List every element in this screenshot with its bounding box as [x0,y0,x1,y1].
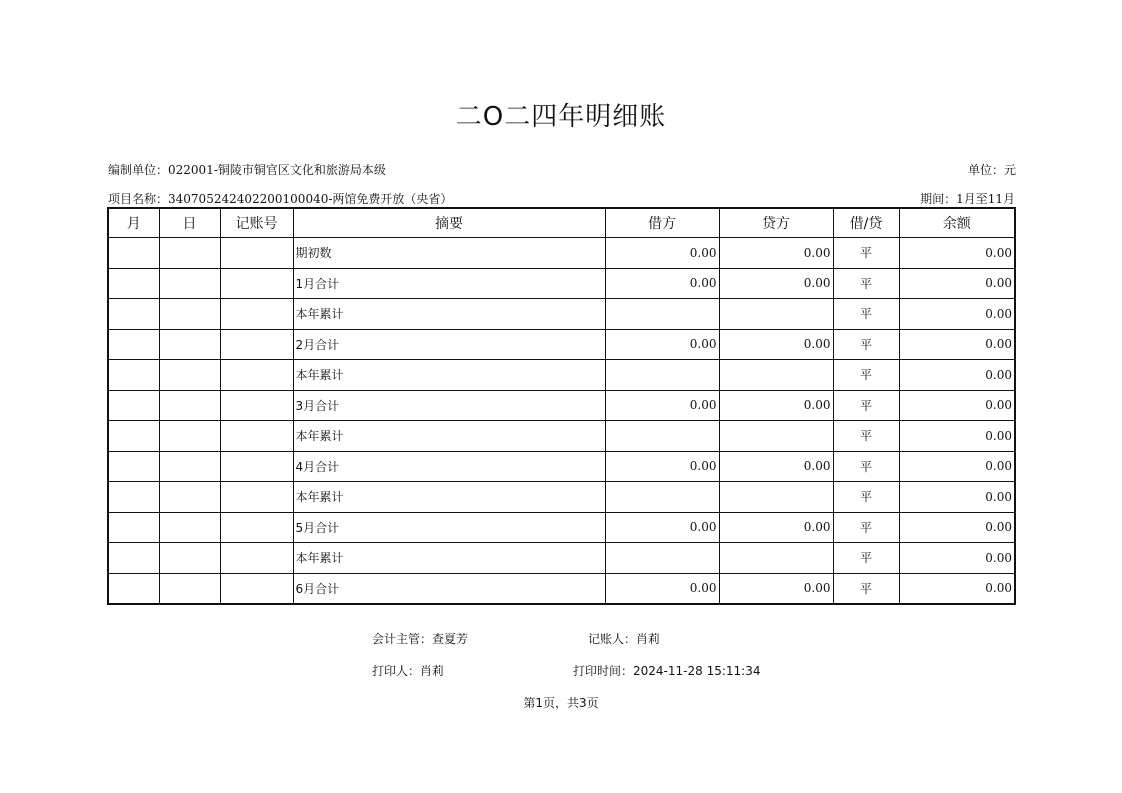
table-row [108,451,1015,482]
cell-summary: 本年累计 [293,299,605,330]
cell-summary: 本年累计 [293,482,605,513]
cell-credit: 0.00 [719,390,833,421]
compiling-unit-label: 编制单位： [108,163,169,177]
cell-debit: 0.00 [605,573,719,604]
cell-day [159,360,220,391]
ledger-table [107,207,1016,605]
currency-unit-value: 元 [1003,163,1016,177]
cell-day [159,573,220,604]
cell-debit [605,482,719,513]
cell-voucher [220,451,293,482]
cell-day [159,421,220,452]
cell-credit: 0.00 [719,573,833,604]
cell-balance: 0.00 [899,421,1015,452]
cell-credit: 0.00 [719,238,833,269]
cell-credit [719,421,833,452]
cell-month [108,512,159,543]
table-row [108,329,1015,360]
printer-value: 肖莉 [420,664,445,678]
cell-direction: 平 [833,451,899,482]
column-header-day: 日 [159,208,220,238]
cell-balance: 0.00 [899,543,1015,574]
print-time-label: 打印时间： [573,664,634,678]
column-header-month: 月 [108,208,159,238]
cell-balance: 0.00 [899,512,1015,543]
cell-balance: 0.00 [899,299,1015,330]
cell-credit [719,543,833,574]
cell-direction: 平 [833,268,899,299]
table-row [108,238,1015,269]
cell-balance: 0.00 [899,573,1015,604]
supervisor-label: 会计主管： [372,632,433,646]
currency-unit [968,161,1016,178]
cell-credit [719,482,833,513]
table-row [108,573,1015,604]
cell-summary: 3月合计 [293,390,605,421]
period-value: 1月至11月 [956,192,1015,206]
column-header-credit: 贷方 [719,208,833,238]
cell-day [159,390,220,421]
period-label: 期间： [920,192,957,206]
cell-debit [605,543,719,574]
cell-debit: 0.00 [605,390,719,421]
cell-summary: 期初数 [293,238,605,269]
cell-voucher [220,512,293,543]
cell-voucher [220,421,293,452]
cell-balance: 0.00 [899,451,1015,482]
column-header-direction: 借/贷 [833,208,899,238]
bookkeeper [588,630,660,647]
cell-debit [605,421,719,452]
cell-day [159,329,220,360]
cell-voucher [220,482,293,513]
cell-month [108,390,159,421]
cell-credit: 0.00 [719,329,833,360]
cell-voucher [220,268,293,299]
cell-summary: 本年累计 [293,543,605,574]
project-name [108,190,452,207]
cell-debit [605,360,719,391]
cell-summary: 5月合计 [293,512,605,543]
cell-balance: 0.00 [899,482,1015,513]
column-header-debit: 借方 [605,208,719,238]
printer-label: 打印人： [372,664,421,678]
table-row [108,543,1015,574]
cell-day [159,543,220,574]
cell-month [108,421,159,452]
cell-direction: 平 [833,482,899,513]
cell-month [108,238,159,269]
cell-month [108,543,159,574]
cell-month [108,329,159,360]
cell-summary: 1月合计 [293,268,605,299]
table-row [108,421,1015,452]
column-header-summary: 摘要 [293,208,605,238]
cell-voucher [220,299,293,330]
cell-direction: 平 [833,421,899,452]
cell-debit: 0.00 [605,329,719,360]
cell-debit: 0.00 [605,268,719,299]
compiling-unit [108,161,386,178]
cell-direction: 平 [833,573,899,604]
cell-credit: 0.00 [719,512,833,543]
cell-month [108,573,159,604]
cell-credit: 0.00 [719,268,833,299]
cell-direction: 平 [833,329,899,360]
period [920,190,1015,207]
cell-debit: 0.00 [605,512,719,543]
cell-voucher [220,573,293,604]
table-row [108,299,1015,330]
cell-balance: 0.00 [899,360,1015,391]
cell-summary: 6月合计 [293,573,605,604]
cell-voucher [220,360,293,391]
cell-direction: 平 [833,543,899,574]
page-number: 第1页，共3页 [523,696,599,710]
printed-by [372,662,444,679]
cell-day [159,268,220,299]
cell-day [159,238,220,269]
accounting-supervisor [372,630,468,647]
cell-voucher [220,329,293,360]
cell-balance: 0.00 [899,238,1015,269]
page-title: 二O二四年明细账 [455,102,667,132]
cell-balance: 0.00 [899,268,1015,299]
column-header-balance: 余额 [899,208,1015,238]
cell-balance: 0.00 [899,390,1015,421]
cell-credit [719,299,833,330]
table-row [108,482,1015,513]
cell-credit [719,360,833,391]
cell-month [108,360,159,391]
supervisor-value: 查夏芳 [432,632,469,646]
cell-summary: 2月合计 [293,329,605,360]
cell-balance: 0.00 [899,329,1015,360]
cell-summary: 4月合计 [293,451,605,482]
cell-month [108,268,159,299]
cell-direction: 平 [833,360,899,391]
currency-unit-label: 单位： [967,163,1004,177]
cell-direction: 平 [833,238,899,269]
cell-debit: 0.00 [605,238,719,269]
cell-debit: 0.00 [605,451,719,482]
ledger-body [108,238,1015,605]
cell-credit: 0.00 [719,451,833,482]
table-row [108,390,1015,421]
cell-day [159,299,220,330]
column-header-voucher: 记账号 [220,208,293,238]
cell-debit [605,299,719,330]
bookkeeper-value: 肖莉 [636,632,661,646]
table-row [108,268,1015,299]
cell-voucher [220,238,293,269]
cell-direction: 平 [833,299,899,330]
cell-month [108,299,159,330]
cell-day [159,482,220,513]
print-time-value: 2024-11-28 15:11:34 [633,664,761,678]
table-row [108,360,1015,391]
project-name-value: 340705242402200100040-两馆免费开放（央省） [168,192,453,206]
cell-direction: 平 [833,390,899,421]
table-row [108,512,1015,543]
cell-day [159,512,220,543]
cell-month [108,451,159,482]
cell-day [159,451,220,482]
project-name-label: 项目名称： [108,192,169,206]
cell-month [108,482,159,513]
cell-voucher [220,543,293,574]
bookkeeper-label: 记账人： [588,632,637,646]
cell-summary: 本年累计 [293,421,605,452]
table-header-row [108,208,1015,238]
cell-voucher [220,390,293,421]
print-time [573,662,760,679]
cell-summary: 本年累计 [293,360,605,391]
cell-direction: 平 [833,512,899,543]
compiling-unit-value: 022001-铜陵市铜官区文化和旅游局本级 [168,163,386,177]
